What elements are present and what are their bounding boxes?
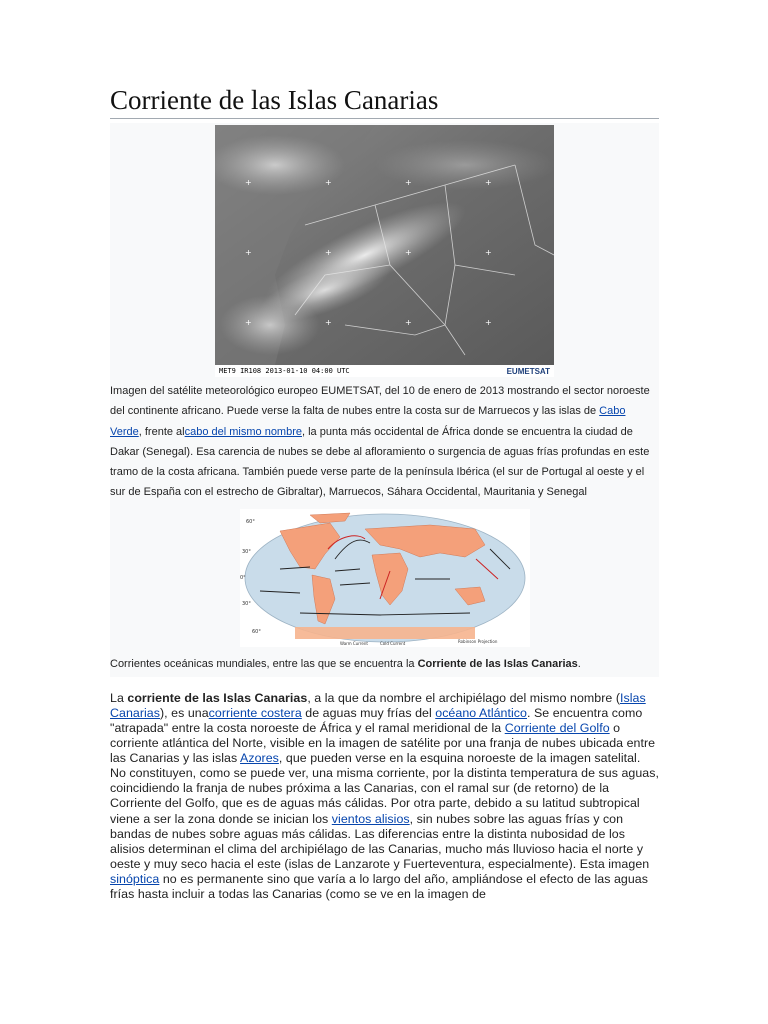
link-islas-canarias[interactable]: Islas Canarias: [110, 690, 646, 720]
svg-text:+: +: [325, 178, 332, 187]
map-lat-label: 60°: [251, 628, 261, 635]
map-legend-cold: Cold Current: [379, 640, 405, 646]
article-body: [110, 691, 659, 902]
caption-text: Imagen del satélite meteorológico europeo EUMETSAT, del 10 de enero de 2013 mostrando el sector noroeste del continente africano. Puede verse la falta de nubes entre la costa sur de Marruecos y las islas de: [110, 385, 650, 418]
body-bold: corriente de las Islas Canarias: [127, 690, 308, 705]
satellite-caption: [110, 377, 659, 503]
map-caption: [110, 647, 659, 671]
body-text: La: [110, 690, 128, 705]
body-text: , sin nubes sobre las aguas frías y con bandas de nubes sobre aguas más cálidas. Las diferencias entre la distinta nubosidad de los alisios determinan el clima del archipiélago de las Canarias, mucho más lluvioso hacia el norte y oeste y muy seco hacia el este (islas de Lanzarote y Fuerteventura, especialmente). Esta imagen: [110, 811, 650, 871]
body-text: o corriente atlántica del Norte, visible en la imagen de satélite por una franja de nubes ubicada entre las Canarias y las islas: [110, 720, 656, 766]
caption-text: , la punta más occidental de África donde se encuentra la ciudad de Dakar (Senegal). Esa carencia de nubes se debe al afloramiento o surgencia de aguas frías profundas en este tramo de la costa africana. También puede verse parte de la península Ibérica (el sur de Portugal al oeste y el sur de España con el estrecho de Gibraltar), Marruecos, Sáhara Occidental, Mauritania y Senegal: [110, 425, 650, 499]
link-sinoptica[interactable]: sinóptica: [110, 871, 160, 886]
map-lat-label: 30°: [241, 600, 251, 607]
satellite-figure: [110, 123, 659, 677]
satellite-timestamp: MET9 IR108 2013-01-10 04:00 UTC: [219, 367, 350, 375]
link-vientos-alisios[interactable]: vientos alisios: [331, 811, 410, 826]
link-azores[interactable]: Azores: [240, 751, 279, 766]
satellite-footer: [215, 365, 554, 377]
svg-text:+: +: [245, 178, 252, 187]
map-lat-label: 60°: [245, 518, 255, 525]
svg-text:+: +: [325, 318, 332, 327]
link-cabo-mismo-nombre[interactable]: cabo del mismo nombre: [184, 425, 302, 438]
link-corriente-del-golfo[interactable]: Corriente del Golfo: [504, 720, 610, 735]
body-text: de aguas muy frías del: [301, 705, 436, 720]
eumetsat-logo: EUMETSAT: [506, 366, 550, 376]
link-oceano-atlantico[interactable]: océano Atlántico: [435, 705, 527, 720]
caption-text: , frente al: [138, 425, 185, 438]
svg-text:+: +: [325, 248, 332, 257]
caption-bold: Corriente de las Islas Canarias: [417, 657, 578, 670]
svg-text:+: +: [485, 318, 492, 327]
satellite-image[interactable]: [215, 125, 554, 377]
body-text: ), es una: [160, 705, 209, 720]
svg-text:+: +: [405, 178, 412, 187]
caption-text: .: [577, 657, 581, 670]
svg-text:+: +: [405, 248, 412, 257]
map-lat-label: 0°: [239, 574, 246, 581]
body-text: , que pueden verse en la esquina noroeste de la imagen satelital. No constituyen, como se puede ver, una misma corriente, por la distinta temperatura de sus aguas, coincidiendo la franja de nubes próxima a las Canarias, con el ramal sur (de retorno) de la Corriente del Golfo, que es de aguas más cálidas. Por otra parte, debido a su latitud subtropical viene a ser la zona donde se inician los: [110, 751, 659, 826]
body-text: , a la que da nombre el archipiélago del mismo nombre (: [307, 690, 620, 705]
page-title: Corriente de las Islas Canarias: [110, 84, 659, 119]
map-lat-label: 30°: [241, 548, 251, 555]
svg-text:+: +: [245, 248, 252, 257]
caption-text: Corrientes oceánicas mundiales, entre las que se encuentra la: [110, 657, 418, 670]
link-corriente-costera[interactable]: corriente costera: [208, 705, 302, 720]
svg-text:+: +: [245, 318, 252, 327]
link-cabo-verde[interactable]: Cabo Verde: [110, 405, 626, 438]
svg-text:+: +: [485, 248, 492, 257]
map-projection-label: Robinson Projection: [457, 638, 497, 644]
body-text: no es permanente sino que varía a lo largo del año, ampliándose el efecto de las aguas frías hasta incluir a todas las Canarias (como se ve en la imagen de: [110, 871, 648, 901]
svg-text:+: +: [405, 318, 412, 327]
ocean-currents-map[interactable]: [240, 509, 530, 647]
article: [110, 84, 659, 902]
satellite-photo: [215, 125, 554, 365]
svg-text:+: +: [485, 178, 492, 187]
body-text: . Se encuentra como "atrapada" entre la costa noroeste de África y el ramal meridional de la: [110, 705, 643, 735]
map-legend-warm: Warm Current: [339, 640, 368, 646]
